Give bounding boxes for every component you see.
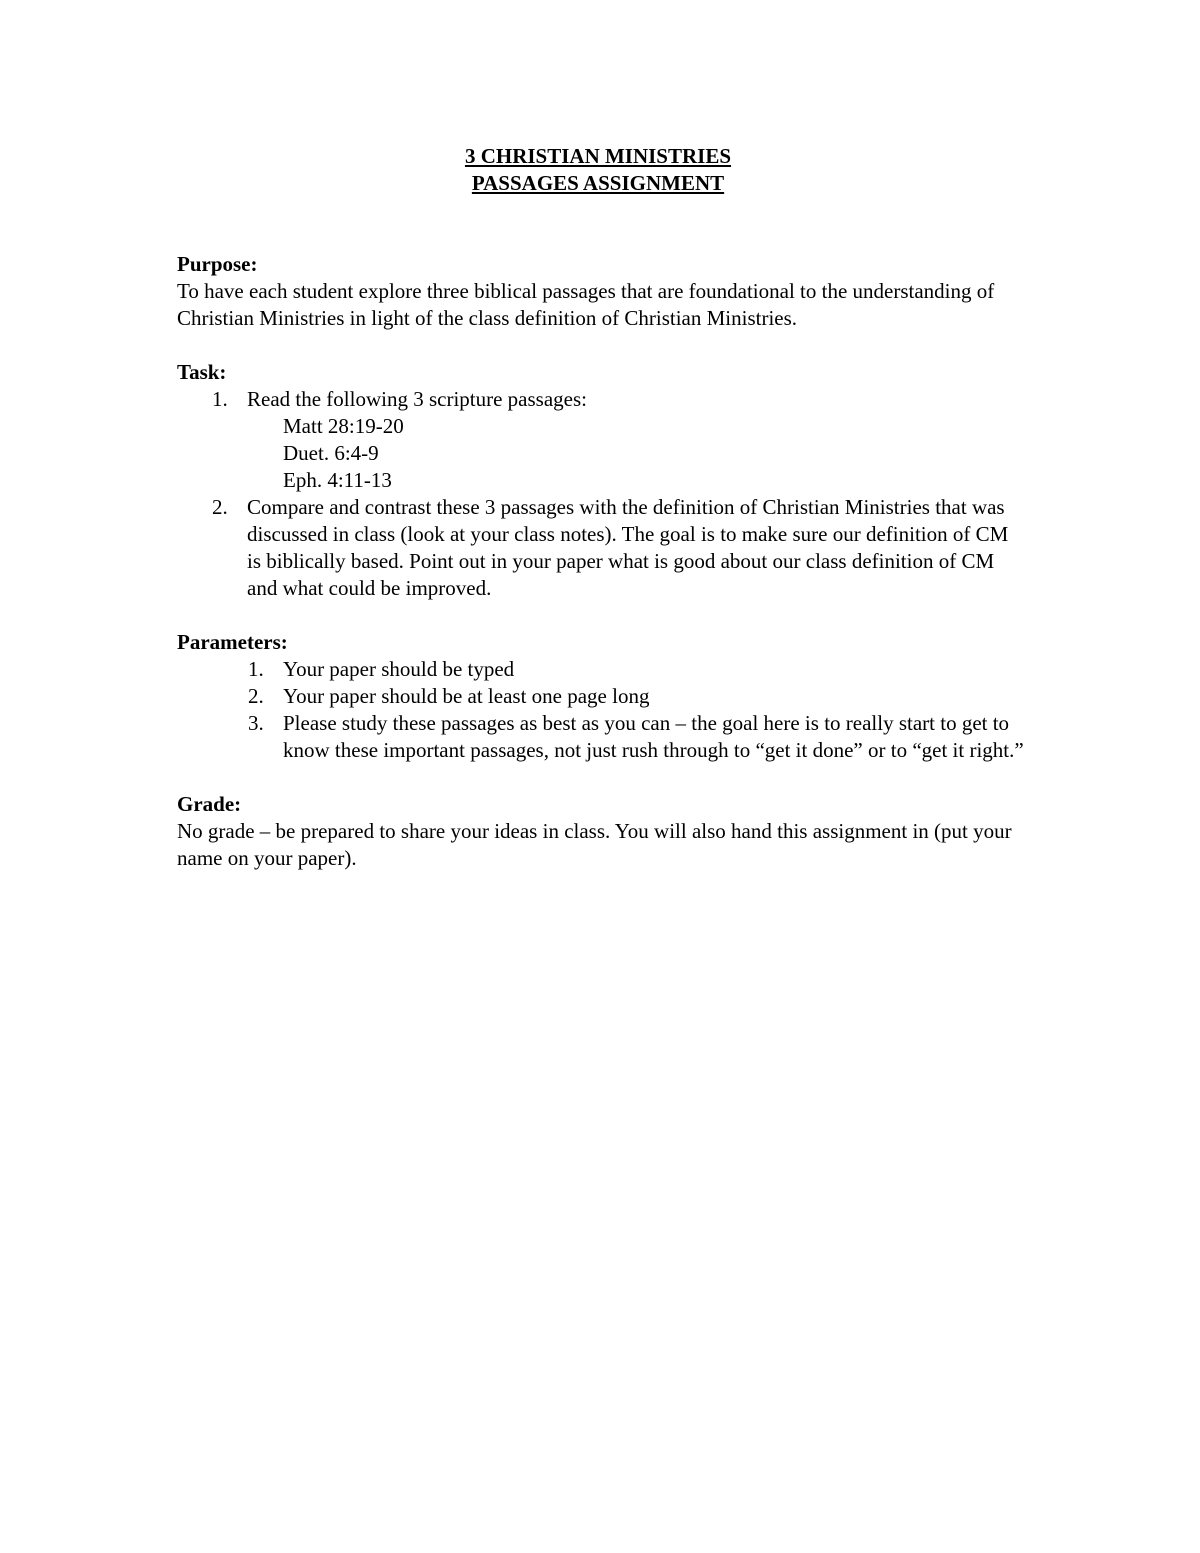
task-item-1	[177, 386, 1027, 494]
passage-list	[247, 413, 1027, 494]
parameter-item-number: 2.	[248, 684, 264, 708]
parameter-item-2	[177, 683, 1027, 710]
grade-text: No grade – be prepared to share your ideas in class. You will also hand this assignment in (put your name on your paper).	[177, 819, 1012, 870]
task-item-number: 2.	[212, 495, 228, 519]
parameters-heading: Parameters:	[177, 630, 288, 654]
parameter-item-number: 1.	[248, 657, 264, 681]
grade-section	[177, 791, 1027, 872]
purpose-heading: Purpose:	[177, 252, 258, 276]
title-line-2: PASSAGES ASSIGNMENT	[471, 171, 725, 195]
task-item-number: 1.	[212, 387, 228, 411]
passage-item: Matt 28:19-20	[283, 414, 404, 438]
parameter-item-number: 3.	[248, 711, 264, 735]
task-item-text: Compare and contrast these 3 passages with the definition of Christian Ministries that was discussed in class (look at your class notes). The goal is to make sure our definition of CM is biblically based. Point out in your paper what is good about our class definition of CM and what could be improved.	[247, 495, 1009, 600]
document-title	[169, 143, 1027, 197]
parameter-item-text: Your paper should be at least one page long	[283, 684, 650, 708]
parameter-item-1	[177, 656, 1027, 683]
passage-item: Eph. 4:11-13	[283, 468, 392, 492]
parameters-list	[177, 656, 1027, 764]
task-heading: Task:	[177, 360, 227, 384]
parameter-item-text: Please study these passages as best as you can – the goal here is to really start to get to know these important passages, not just rush through to “get it done” or to “get it right.”	[283, 711, 1024, 762]
document-body	[177, 143, 1027, 899]
parameter-item-text: Your paper should be typed	[283, 657, 515, 681]
task-item-2	[177, 494, 1027, 602]
purpose-text: To have each student explore three biblical passages that are foundational to the understanding of Christian Ministries in light of the class definition of Christian Ministries.	[177, 279, 995, 330]
title-line-1: 3 CHRISTIAN MINISTRIES	[464, 144, 732, 168]
grade-heading: Grade:	[177, 792, 242, 816]
purpose-section	[177, 251, 1027, 332]
task-section	[177, 359, 1027, 602]
parameter-item-3	[177, 710, 1027, 764]
task-list	[177, 386, 1027, 602]
passage-item: Duet. 6:4-9	[283, 441, 379, 465]
task-item-text: Read the following 3 scripture passages:	[247, 387, 587, 411]
parameters-section	[177, 629, 1027, 764]
